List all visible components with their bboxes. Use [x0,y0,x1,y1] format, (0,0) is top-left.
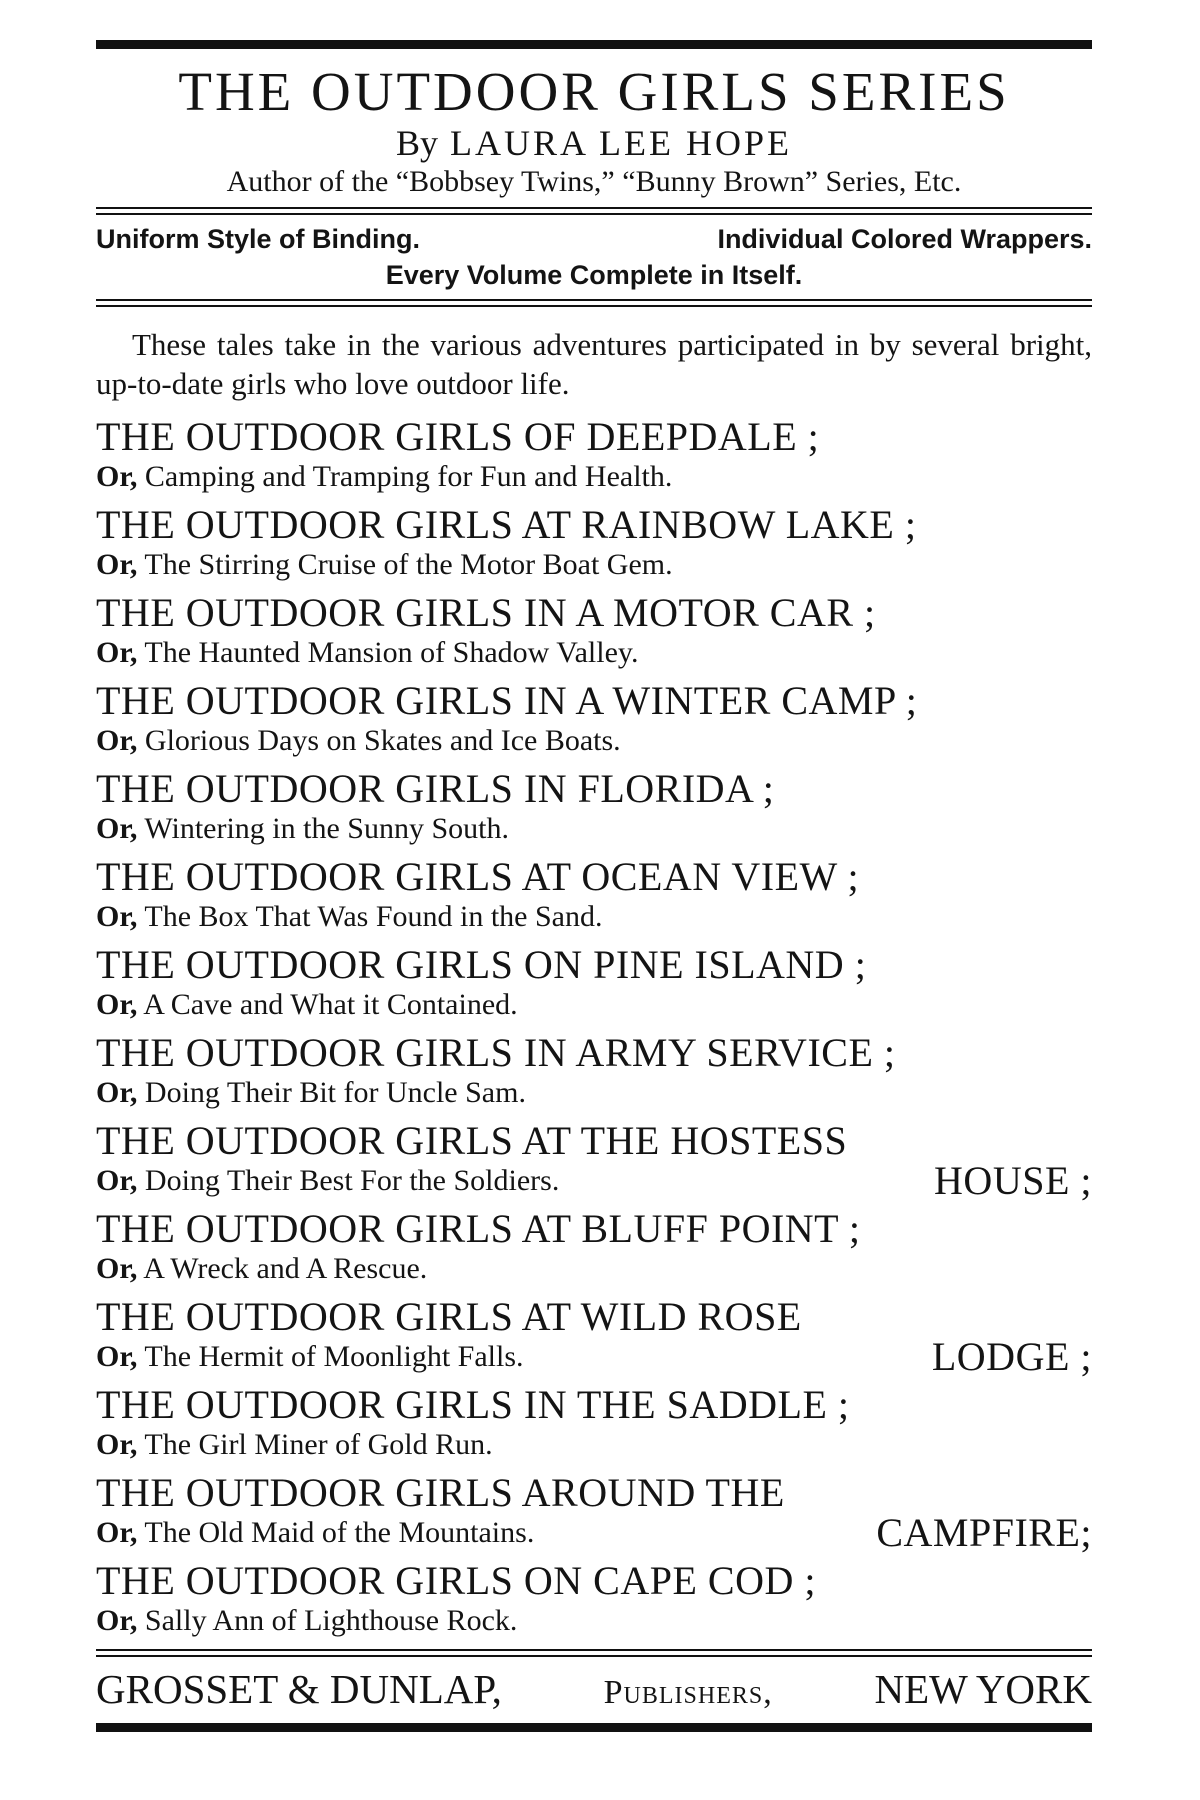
subtitle-text: The Girl Miner of Gold Run. [144,1428,493,1461]
or-label: Or, [96,724,138,757]
book-entry [96,591,1092,671]
bottom-rule [96,1723,1092,1732]
subtitle-text: The Box That Was Found in the Sand. [144,900,603,933]
book-entry [96,1383,1092,1463]
book-title: THE OUTDOOR GIRLS AT OCEAN VIEW ; [96,854,860,899]
or-label: Or, [96,812,138,845]
book-entry [96,1031,1092,1111]
book-entry [96,503,1092,583]
book-entry [96,415,1092,495]
title-overflow-word: LODGE ; [931,1334,1092,1379]
book-entry [96,855,1092,935]
book-title: THE OUTDOOR GIRLS AT BLUFF POINT ; [96,1206,861,1251]
book-title: THE OUTDOOR GIRLS IN THE SADDLE ; [96,1382,850,1427]
book-title: THE OUTDOOR GIRLS ON CAPE COD ; [96,1558,816,1603]
publisher-line [96,1665,1092,1717]
book-entry [96,1470,1092,1555]
book-subtitle [96,1334,1092,1379]
book-subtitle [96,811,1092,847]
book-subtitle [96,1158,1092,1203]
or-label: Or, [96,1428,138,1461]
or-label: Or, [96,988,138,1021]
or-label: Or, [96,1252,138,1285]
book-entry [96,943,1092,1023]
subtitle-text: Doing Their Best For the Soldiers. [144,1164,560,1197]
subtitle-text: The Stirring Cruise of the Motor Boat Gem. [144,548,673,581]
header-divider [96,207,1092,215]
publisher-name: GROSSET & DUNLAP, [96,1666,502,1712]
binding-divider [96,299,1092,307]
subtitle-text: Doing Their Bit for Uncle Sam. [144,1076,526,1109]
book-title: THE OUTDOOR GIRLS AT THE HOSTESS [96,1118,848,1163]
book-title: THE OUTDOOR GIRLS ON PINE ISLAND ; [96,942,867,987]
advertisement-page [96,40,1092,1732]
footer-divider [96,1649,1092,1657]
subtitle-text: The Hermit of Moonlight Falls. [144,1340,524,1373]
or-label: Or, [96,900,138,933]
book-entry [96,1559,1092,1639]
book-entry [96,767,1092,847]
or-label: Or, [96,636,138,669]
author-name: LAURA LEE HOPE [450,123,792,163]
book-subtitle [96,1603,1092,1639]
book-subtitle [96,1510,1092,1555]
binding-wrappers: Individual Colored Wrappers. [717,224,1092,254]
book-entry [96,1118,1092,1203]
book-entry [96,1207,1092,1287]
publisher-city: NEW YORK [874,1666,1092,1712]
subtitle-text: The Haunted Mansion of Shadow Valley. [144,636,639,669]
by-label: By [395,123,438,163]
book-title: THE OUTDOOR GIRLS IN FLORIDA ; [96,766,775,811]
book-subtitle [96,1427,1092,1463]
book-entry [96,1294,1092,1379]
or-label: Or, [96,548,138,581]
or-label: Or, [96,1516,138,1549]
book-title: THE OUTDOOR GIRLS OF DEEPDALE ; [96,414,820,459]
binding-style: Uniform Style of Binding. [96,224,420,254]
byline [96,123,1092,163]
binding-notice [96,221,1092,293]
book-list [96,415,1092,1639]
book-title: THE OUTDOOR GIRLS AT RAINBOW LAKE ; [96,502,917,547]
book-subtitle [96,1075,1092,1111]
or-label: Or, [96,460,138,493]
book-subtitle [96,635,1092,671]
subtitle-text: Wintering in the Sunny South. [144,812,509,845]
subtitle-text: Glorious Days on Skates and Ice Boats. [144,724,621,757]
book-subtitle [96,547,1092,583]
book-title: THE OUTDOOR GIRLS AROUND THE [96,1470,785,1515]
subtitle-text: Camping and Tramping for Fun and Health. [144,460,673,493]
publishers-label: Publishers, [603,1674,773,1711]
book-title: THE OUTDOOR GIRLS IN ARMY SERVICE ; [96,1030,896,1075]
or-label: Or, [96,1604,138,1637]
book-title: THE OUTDOOR GIRLS IN A MOTOR CAR ; [96,590,876,635]
author-note: Author of the “Bobbsey Twins,” “Bunny Brown” Series, Etc. [226,165,962,198]
book-title: THE OUTDOOR GIRLS AT WILD ROSE [96,1294,802,1339]
book-subtitle [96,899,1092,935]
book-title: THE OUTDOOR GIRLS IN A WINTER CAMP ; [96,678,918,723]
or-label: Or, [96,1340,138,1373]
title-overflow-word: CAMPFIRE; [876,1510,1092,1555]
or-label: Or, [96,1076,138,1109]
subtitle-text: A Wreck and A Rescue. [143,1252,428,1285]
series-title: THE OUTDOOR GIRLS SERIES [178,61,1010,122]
subtitle-text: The Old Maid of the Mountains. [144,1516,535,1549]
subtitle-text: A Cave and What it Contained. [143,988,518,1021]
book-subtitle [96,1251,1092,1287]
book-subtitle [96,723,1092,759]
book-entry [96,679,1092,759]
book-subtitle [96,987,1092,1023]
book-subtitle [96,459,1092,495]
title-overflow-word: HOUSE ; [934,1158,1092,1203]
binding-complete: Every Volume Complete in Itself. [385,260,803,290]
subtitle-text: Sally Ann of Lighthouse Rock. [144,1604,518,1637]
or-label: Or, [96,1164,138,1197]
top-rule [96,40,1092,49]
intro-paragraph: These tales take in the various adventures participated in by several bright, up-to-date girls who love outdoor life. [96,327,1092,401]
